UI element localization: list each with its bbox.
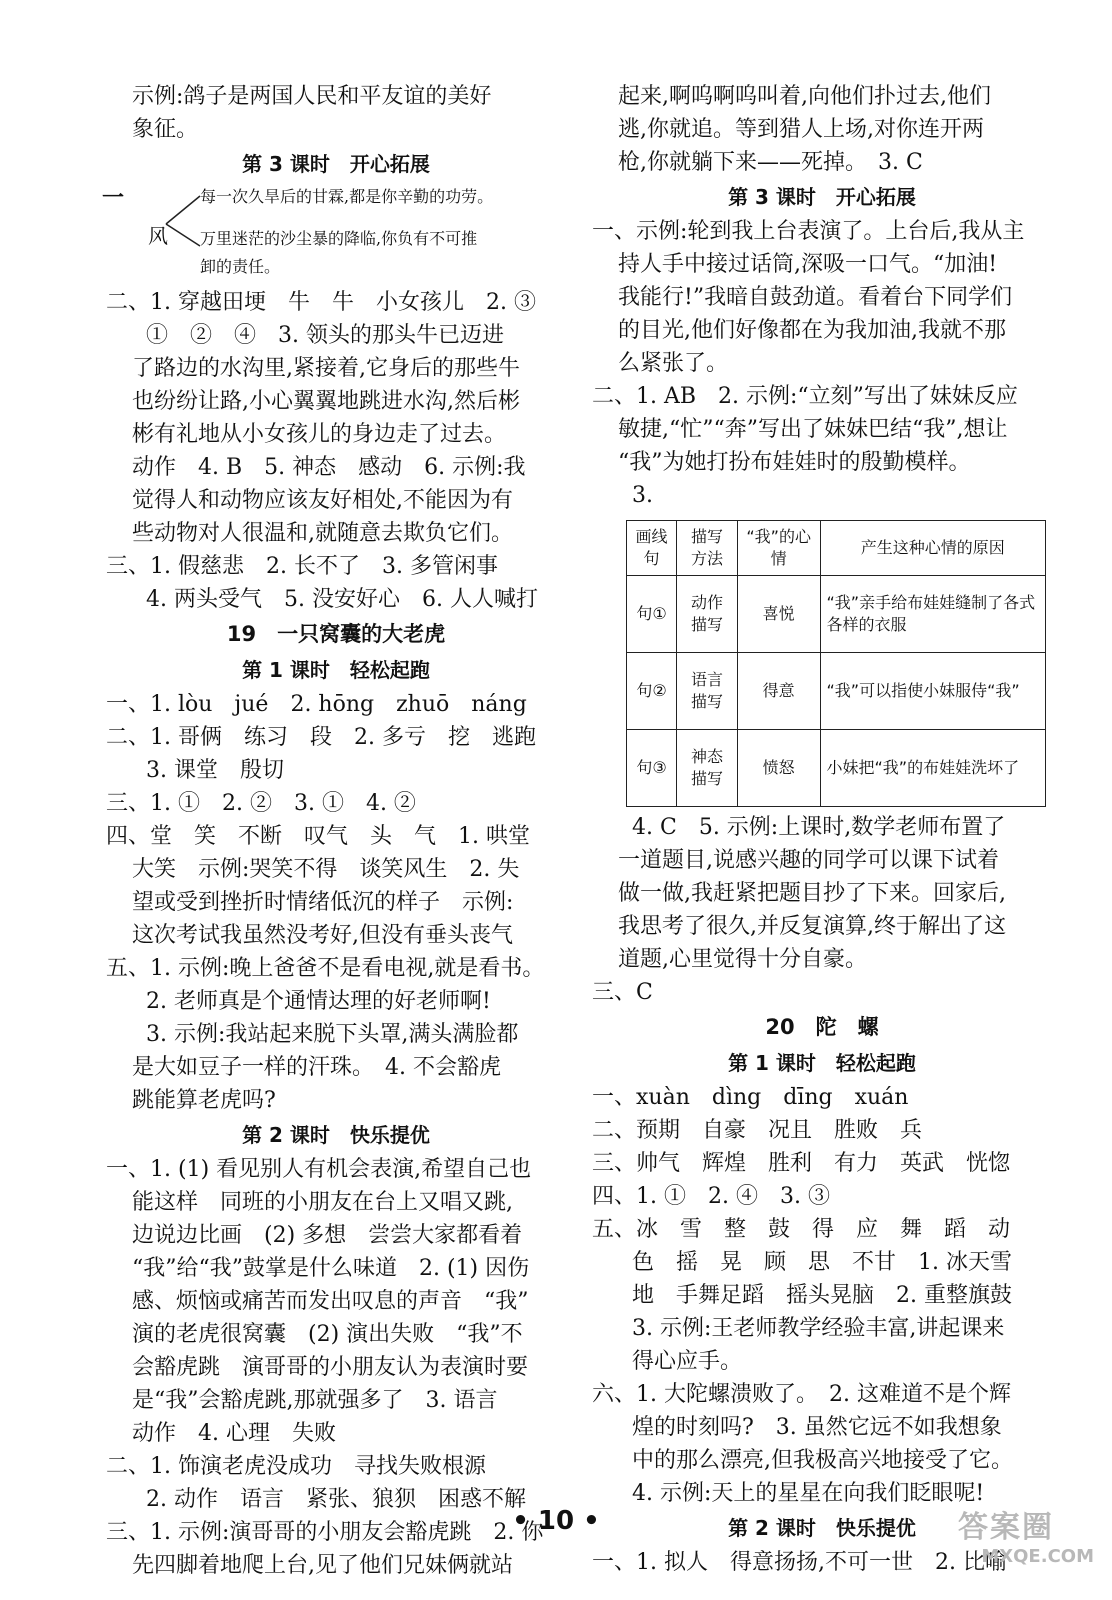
text-line: 四、堂 笑 不断 叹气 头 气 1. 哄堂 bbox=[106, 824, 530, 849]
text-line: 会豁虎跳 演哥哥的小朋友认为表演时要 bbox=[132, 1355, 529, 1380]
text-line: 三、1. 假慈悲 2. 长不了 3. 多管闲事 bbox=[106, 554, 498, 579]
text-line: 色 摇 晃 顾 思 不甘 1. 冰天雪 bbox=[632, 1250, 1012, 1275]
text-line: “我”给“我”鼓掌是什么味道 2. (1) 因伤 bbox=[132, 1256, 530, 1281]
table-cell: “我”可以指使小妹服侍“我” bbox=[820, 653, 1045, 730]
bracket-lines bbox=[164, 192, 204, 252]
wind-center-label: 风 bbox=[148, 224, 168, 248]
text-line: 起来,啊呜啊呜叫着,向他们扑过去,他们 bbox=[618, 84, 991, 109]
text-line: 三、帅气 辉煌 胜利 有力 英武 恍惚 bbox=[592, 1151, 1011, 1176]
text-line: 象征。 bbox=[132, 117, 199, 142]
text-line: 一、示例:轮到我上台表演了。上台后,我从主 bbox=[592, 219, 1025, 244]
text-line: 做一做,我赶紧把题目抄了下来。回家后, bbox=[618, 881, 1006, 906]
table-cell: 动作描写 bbox=[677, 576, 738, 653]
text-line: 一、1. lòu jué 2. hōng zhuō náng bbox=[106, 692, 527, 717]
text-line: 二、预期 自豪 况且 胜败 兵 bbox=[592, 1118, 923, 1143]
text-line: 三、1. ① 2. ② 3. ① 4. ② bbox=[106, 791, 416, 816]
text-line: 3. 示例:我站起来脱下头罩,满头满脸都 bbox=[146, 1022, 519, 1047]
text-line: “我”为她打扮布娃娃时的殷勤模样。 bbox=[618, 450, 971, 475]
text-line: 一道题目,说感兴趣的同学可以课下试着 bbox=[618, 848, 999, 873]
table-cell: 愤怒 bbox=[737, 730, 820, 807]
text-line: 先四脚着地爬上台,见了他们兄妹俩就站 bbox=[132, 1553, 513, 1578]
watermark-text: 答案圈 bbox=[958, 1510, 1054, 1545]
table-cell: “我”亲手给布娃娃缝制了各式各样的衣服 bbox=[820, 576, 1045, 653]
text-line: 么紧张了。 bbox=[618, 351, 729, 376]
table-cell: 喜悦 bbox=[737, 576, 820, 653]
table-cell: 得意 bbox=[737, 653, 820, 730]
table-cell: 神态描写 bbox=[677, 730, 738, 807]
text-line: 四、1. ① 2. ④ 3. ③ bbox=[592, 1184, 830, 1209]
text-line: 彬有礼地从小女孩儿的身边走了过去。 bbox=[132, 422, 507, 447]
text-line: 二、1. 哥俩 练习 段 2. 多亏 挖 逃跑 bbox=[106, 725, 536, 750]
text-line: 三、1. 示例:演哥哥的小朋友会豁虎跳 2. 你 bbox=[106, 1520, 544, 1545]
text-line: 3. bbox=[632, 483, 653, 508]
table-header-cell: 画线句 bbox=[627, 521, 677, 576]
text-line: 地 手舞足蹈 摇头晃脑 2. 重整旗鼓 bbox=[632, 1283, 1012, 1308]
text-line: 觉得人和动物应该友好相处,不能因为有 bbox=[132, 488, 513, 513]
table-header-cell: “我”的心情 bbox=[737, 521, 820, 576]
text-line: 三、C bbox=[592, 980, 653, 1005]
table-cell: 句③ bbox=[627, 730, 677, 807]
text-line: 二、1. 饰演老虎没成功 寻找失败根源 bbox=[106, 1454, 486, 1479]
table-row bbox=[627, 730, 1046, 807]
text-line: 我能行!”我暗自鼓劲道。看着台下同学们 bbox=[618, 285, 1013, 310]
section-heading: 第 2 课时 快乐提优 bbox=[728, 1516, 916, 1540]
table-header-cell: 产生这种心情的原因 bbox=[820, 521, 1045, 576]
section-heading: 第 2 课时 快乐提优 bbox=[242, 1123, 430, 1147]
text-line: 一、1. (1) 看见别人有机会表演,希望自己也 bbox=[106, 1157, 532, 1182]
text-line: 五、冰 雪 整 鼓 得 应 舞 蹈 动 bbox=[592, 1217, 1011, 1242]
table-header-cell: 描写方法 bbox=[677, 521, 738, 576]
text-line: 中的那么漂亮,但我极高兴地接受了它。 bbox=[632, 1448, 1013, 1473]
text-line: 一、xuàn dìng dīng xuán bbox=[592, 1085, 909, 1110]
text-line: 示例:鸽子是两国人民和平友谊的美好 bbox=[132, 84, 492, 109]
table-row bbox=[627, 576, 1046, 653]
text-line: 这次考试我虽然没考好,但没有垂头丧气 bbox=[132, 923, 513, 948]
wind-line: 万里迷茫的沙尘暴的降临,你负有不可推 bbox=[200, 229, 478, 248]
text-line: 持人手中接过话筒,深吸一口气。“加油! bbox=[618, 252, 998, 277]
table-cell: 句① bbox=[627, 576, 677, 653]
text-line: 二、1. 穿越田埂 牛 牛 小女孩儿 2. ③ bbox=[106, 290, 536, 315]
text-line: 是大如豆子一样的汗珠。 4. 不会豁虎 bbox=[132, 1055, 501, 1080]
left-column bbox=[102, 80, 566, 1582]
text-line: ① ② ④ 3. 领头的那头牛已迈进 bbox=[146, 323, 504, 348]
text-line: 4. 两头受气 5. 没安好心 6. 人人喊打 bbox=[146, 587, 538, 612]
text-line: 逃,你就追。等到猎人上场,对你连开两 bbox=[618, 117, 984, 142]
text-line: 3. 示例:王老师教学经验丰富,讲起课来 bbox=[632, 1316, 1005, 1341]
section-heading: 第 3 课时 开心拓展 bbox=[242, 152, 430, 176]
section-heading: 第 1 课时 轻松起跑 bbox=[728, 1051, 916, 1075]
section-heading: 第 1 课时 轻松起跑 bbox=[242, 658, 430, 682]
text-line: 2. 老师真是个通情达理的好老师啊! bbox=[146, 989, 491, 1014]
text-line: 道题,心里觉得十分自豪。 bbox=[618, 947, 867, 972]
text-line: 能这样 同班的小朋友在台上又唱又跳, bbox=[132, 1190, 513, 1215]
text-line: 是“我”会豁虎跳,那就强多了 3. 语言 bbox=[132, 1388, 498, 1413]
table-cell: 语言描写 bbox=[677, 653, 738, 730]
watermark-logo bbox=[958, 1502, 1108, 1592]
text-line: 些动物对人很温和,就随意去欺负它们。 bbox=[132, 521, 513, 546]
text-line: 跳能算老虎吗? bbox=[132, 1088, 276, 1113]
table-cell: 小妹把“我”的布娃娃洗坏了 bbox=[820, 730, 1045, 807]
lesson-title: 19 一只窝囊的大老虎 bbox=[226, 622, 446, 646]
wind-diagram bbox=[102, 182, 566, 286]
watermark-url: MXQE.COM bbox=[981, 1546, 1094, 1567]
text-line: 得心应手。 bbox=[632, 1349, 743, 1374]
text-line: 3. 课堂 殷切 bbox=[146, 758, 284, 783]
text-line: 2. 动作 语言 紧张、狼狈 困惑不解 bbox=[146, 1487, 526, 1512]
text-line: 一、1. 拟人 得意扬扬,不可一世 2. 比喻 bbox=[592, 1550, 1007, 1575]
wind-line: 每一次久旱后的甘霖,都是你辛勤的功劳。 bbox=[200, 187, 494, 206]
text-line: 二、1. AB 2. 示例:“立刻”写出了妹妹反应 bbox=[592, 384, 1018, 409]
table-cell: 句② bbox=[627, 653, 677, 730]
page-number: • 10 • bbox=[512, 1506, 600, 1536]
text-line: 枪,你就躺下来——死掉。 3. C bbox=[618, 150, 923, 175]
text-line: 我思考了很久,并反复演算,终于解出了这 bbox=[618, 914, 1006, 939]
text-line: 敏捷,“忙”“奔”写出了妹妹巴结“我”,想让 bbox=[618, 417, 1008, 442]
text-line: 了路边的水沟里,紧接着,它身后的那些牛 bbox=[132, 356, 520, 381]
answer-table bbox=[626, 520, 1046, 807]
text-line: 的目光,他们好像都在为我加油,我就不那 bbox=[618, 318, 1006, 343]
text-line: 望或受到挫折时情绪低沉的样子 示例: bbox=[132, 890, 514, 915]
text-line: 六、1. 大陀螺溃败了。 2. 这难道不是个辉 bbox=[592, 1382, 1011, 1407]
text-line: 动作 4. B 5. 神态 感动 6. 示例:我 bbox=[132, 455, 526, 480]
section-heading: 第 3 课时 开心拓展 bbox=[728, 185, 916, 209]
table-row bbox=[627, 653, 1046, 730]
lesson-title: 20 陀 螺 bbox=[765, 1015, 879, 1039]
text-line: 大笑 示例:哭笑不得 谈笑风生 2. 失 bbox=[132, 857, 520, 882]
text-line: 演的老虎很窝囊 (2) 演出失败 “我”不 bbox=[132, 1322, 523, 1347]
question-number: 一 bbox=[102, 185, 125, 211]
wind-line: 卸的责任。 bbox=[200, 257, 281, 276]
text-line: 五、1. 示例:晚上爸爸不是看电视,就是看书。 bbox=[106, 956, 545, 981]
text-line: 4. C 5. 示例:上课时,数学老师布置了 bbox=[632, 815, 1006, 840]
table-header-row bbox=[627, 521, 1046, 576]
right-column bbox=[592, 80, 1052, 1579]
text-line: 边说边比画 (2) 多想 尝尝大家都看着 bbox=[132, 1223, 523, 1248]
text-line: 也纷纷让路,小心翼翼地跳进水沟,然后彬 bbox=[132, 389, 520, 414]
text-line: 感、烦恼或痛苦而发出叹息的声音 “我” bbox=[132, 1289, 529, 1314]
text-line: 煌的时刻吗? 3. 虽然它远不如我想象 bbox=[632, 1415, 1002, 1440]
text-line: 4. 示例:天上的星星在向我们眨眼呢! bbox=[632, 1481, 985, 1506]
text-line: 动作 4. 心理 失败 bbox=[132, 1421, 336, 1446]
